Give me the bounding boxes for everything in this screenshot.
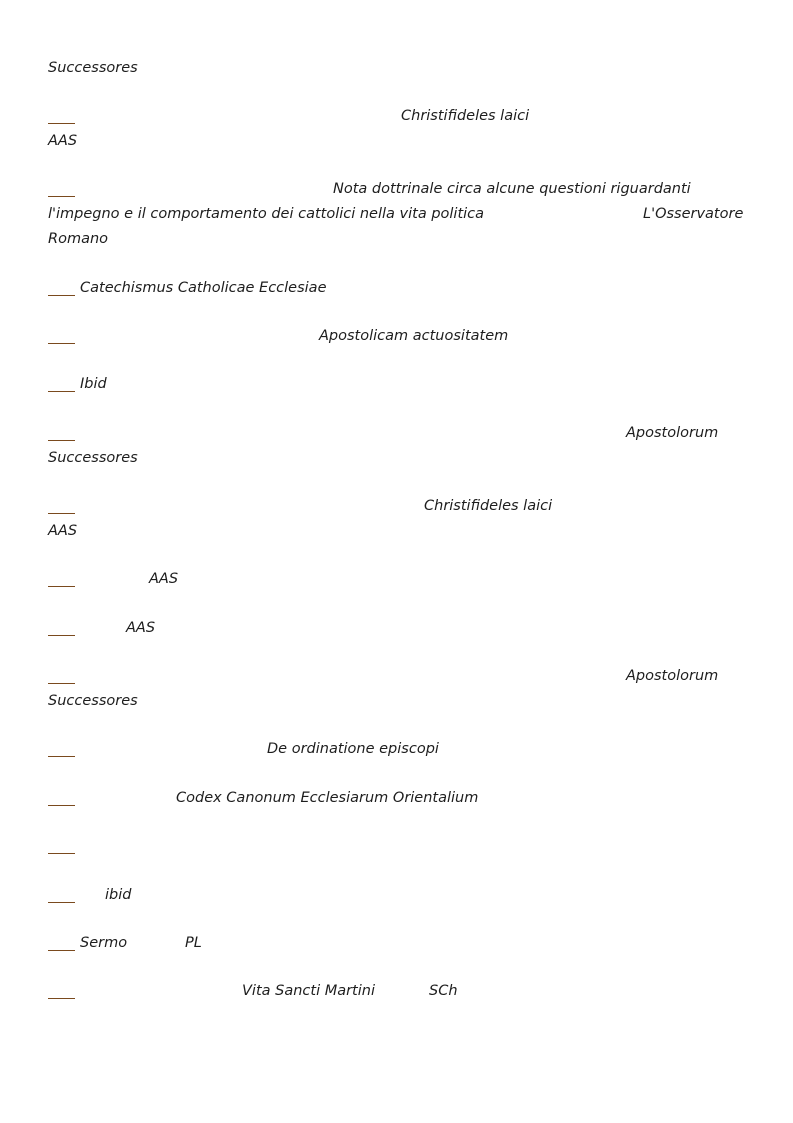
footnote-marker-rule: [48, 196, 75, 197]
footnote-text: Apostolorum: [626, 668, 719, 684]
footnote-text: Sermo: [80, 935, 128, 951]
footnote-marker-rule: [48, 391, 75, 392]
footnote-text: ibid: [105, 887, 132, 903]
footnote-text: PL: [185, 935, 202, 951]
footnote-marker-rule: [48, 343, 75, 344]
footnote-text: Apostolorum: [626, 425, 719, 441]
footnote-marker-rule: [48, 998, 75, 999]
footnote-text: Vita Sancti Martini: [242, 983, 375, 999]
footnote-text: Catechismus Catholicae Ecclesiae: [80, 280, 327, 296]
footnote-text: Apostolicam actuositatem: [319, 328, 509, 344]
footnote-text: Successores: [48, 450, 138, 466]
footnote-text: AAS: [149, 571, 179, 587]
footnote-marker-rule: [48, 902, 75, 903]
footnote-marker-rule: [48, 635, 75, 636]
footnote-text: SCh: [429, 983, 458, 999]
footnote-marker-rule: [48, 756, 75, 757]
footnote-marker-rule: [48, 683, 75, 684]
footnote-text: AAS: [48, 523, 78, 539]
footnote-text: AAS: [126, 620, 156, 636]
footnote-text: Christifideles laici: [424, 498, 553, 514]
footnote-text: Ibid: [80, 376, 107, 392]
footnote-marker-rule: [48, 513, 75, 514]
footnote-text: Codex Canonum Ecclesiarum Orientalium: [176, 790, 479, 806]
footnote-text: L'Osservatore: [643, 206, 744, 222]
footnote-marker-rule: [48, 950, 75, 951]
footnote-text: AAS: [48, 133, 78, 149]
footnote-text: De ordinatione episcopi: [267, 741, 439, 757]
footnote-marker-rule: [48, 440, 75, 441]
footnote-text: Christifideles laici: [401, 108, 530, 124]
footnote-text: Nota dottrinale circa alcune questioni riguardanti: [333, 181, 691, 197]
footnote-marker-rule: [48, 123, 75, 124]
footnote-marker-rule: [48, 853, 75, 854]
footnote-marker-rule: [48, 586, 75, 587]
footnote-marker-rule: [48, 805, 75, 806]
footnote-text: Romano: [48, 231, 109, 247]
footnote-marker-rule: [48, 295, 75, 296]
footnote-text: Successores: [48, 60, 138, 76]
footnote-text: l'impegno e il comportamento dei cattolici nella vita politica: [48, 206, 485, 222]
footnote-text: Successores: [48, 693, 138, 709]
